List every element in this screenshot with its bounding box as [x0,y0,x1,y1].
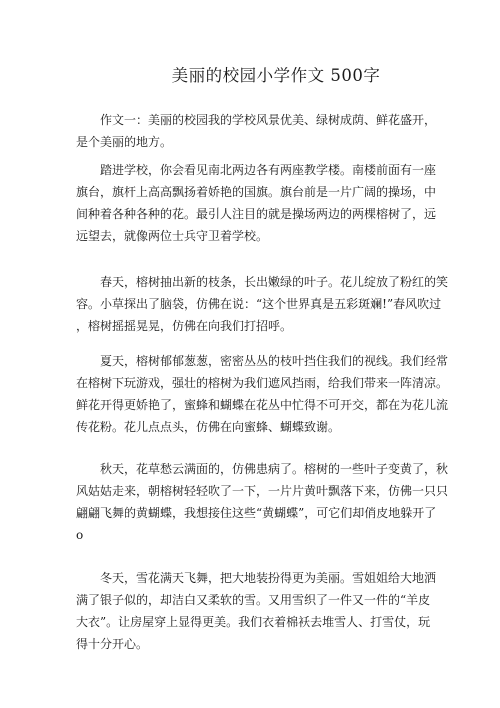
text-line: 春天，榕树抽出新的枝条，长出嫩绿的叶子。花儿绽放了粉红的笑 [100,275,449,289]
paragraph-3 [76,271,449,337]
paragraph-5 [76,458,449,546]
text-line: 翩翩飞舞的黄蝴蝶，我想接住这些“黄蝴蝶”，可它们却俏皮地躲开了 [76,506,437,520]
text-line: 旗台，旗杆上高高飘扬着娇艳的国旗。旗台前是一片广阔的操场，中 [76,185,437,199]
paragraph-6 [76,567,436,655]
text-line: 容。小草探出了脑袋，仿佛在说：“这个世界真是五彩斑斓!”春风吹过 [76,297,442,311]
text-line: 得十分开心。 [76,637,149,651]
text-line: 大衣”。让房屋穿上显得更美。我们衣着棉袄去堆雪人、打雪仗，玩 [76,615,431,629]
text-line: 踏进学校，你会看见南北两边各有两座教学楼。南楼前面有一座 [100,163,437,177]
paragraph-2 [76,159,436,247]
text-line: 是个美丽的地方。 [76,135,173,149]
text-line: ，榕树摇摇晃晃，仿佛在向我们打招呼。 [76,319,293,333]
text-line: o [76,528,84,542]
text-line: 在榕树下玩游戏，强壮的榕树为我们遮风挡雨，给我们带来一阵清凉。 [76,376,449,390]
paragraph-4 [76,350,449,438]
text-line: 冬天，雪花满天飞舞，把大地装扮得更为美丽。雪姐姐给大地洒 [100,571,437,585]
text-line: 作文一：美丽的校园我的学校风景优美、绿树成荫、鲜花盛开， [100,113,437,127]
text-line: 风姑姑走来，朝榕树轻轻吹了一下，一片片黄叶飘落下来，仿佛一只只 [76,484,449,498]
text-line: 间种着各种各种的花。最引人注目的就是操场两边的两棵榕树了，远 [76,207,437,221]
text-line: 秋天，花草愁云满面的，仿佛患病了。榕树的一些叶子变黄了，秋 [100,462,449,476]
paragraph-1 [76,109,436,153]
text-line: 远望去，就像两位士兵守卫着学校。 [76,229,269,243]
text-line: 满了银子似的，却洁白又柔软的雪。又用雪织了一件又一件的“羊皮 [76,593,431,607]
text-line: 传花粉。花儿点点头，仿佛在向蜜蜂、蝴蝶致谢。 [76,420,341,434]
document-title: 美丽的校园小学作文 500字 [171,66,381,85]
text-line: 鲜花开得更娇艳了，蜜蜂和蝴蝶在花丛中忙得不可开交，都在为花儿流 [76,398,449,412]
text-line: 夏天，榕树郁郁葱葱，密密丛丛的枝叶挡住我们的视线。我们经常 [100,354,449,368]
